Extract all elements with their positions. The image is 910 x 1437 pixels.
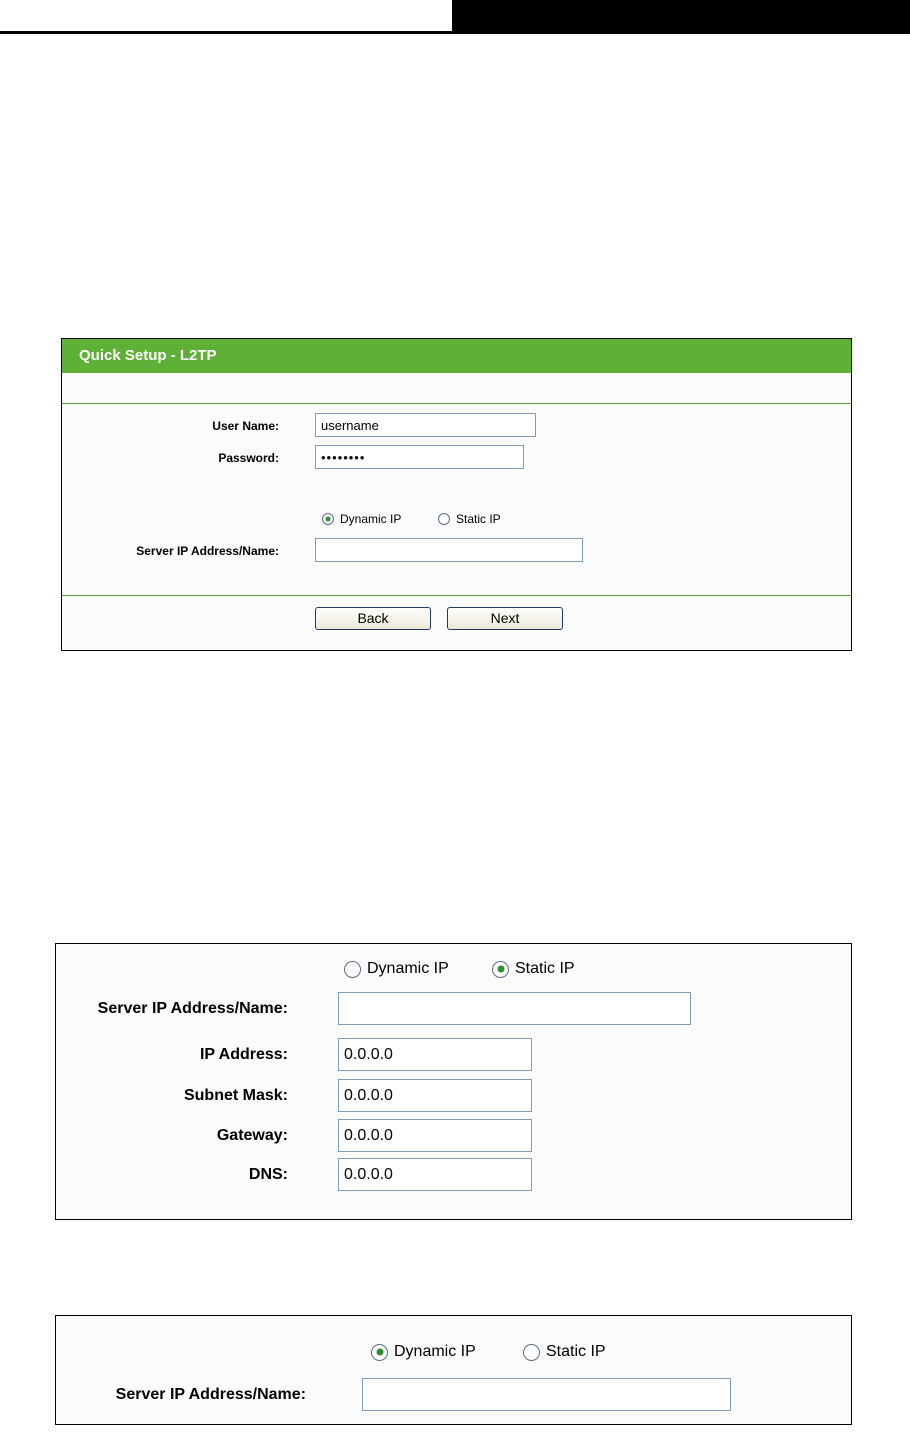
ip-address-field[interactable] <box>338 1038 532 1071</box>
static-ip-label: Static IP <box>456 512 501 526</box>
server-ip-field[interactable] <box>338 992 691 1025</box>
radio-selected-icon <box>322 513 334 525</box>
ip-address-label: IP Address: <box>199 1046 288 1063</box>
dns-label: DNS: <box>248 1166 288 1183</box>
gateway-label: Gateway: <box>216 1127 288 1144</box>
static-ip-label: Static IP <box>546 1343 606 1360</box>
dns-field[interactable] <box>338 1158 532 1191</box>
dynamic-ip-radio[interactable] <box>322 512 401 526</box>
static-ip-radio[interactable] <box>438 512 501 526</box>
dynamic-ip-radio[interactable] <box>371 1343 476 1361</box>
password-field[interactable] <box>315 445 524 469</box>
server-ip-label: Server IP Address/Name: <box>97 1000 288 1017</box>
subnet-mask-label: Subnet Mask: <box>183 1087 288 1104</box>
radio-selected-icon <box>371 1344 388 1361</box>
page-header-rule <box>0 31 452 34</box>
bottom-divider <box>62 595 851 596</box>
radio-unselected-icon <box>344 961 361 978</box>
next-button[interactable]: Next <box>447 607 563 630</box>
static-ip-radio[interactable] <box>523 1343 606 1361</box>
back-button[interactable]: Back <box>315 607 431 630</box>
panel-title: Quick Setup - L2TP <box>62 339 851 373</box>
password-label: Password: <box>218 451 279 465</box>
username-label: User Name: <box>212 419 279 433</box>
dynamic-ip-radio[interactable] <box>344 960 449 978</box>
page-header-block <box>452 0 910 34</box>
username-field[interactable] <box>315 413 536 437</box>
radio-selected-icon <box>492 961 509 978</box>
server-ip-field[interactable] <box>362 1378 731 1411</box>
subnet-mask-field[interactable] <box>338 1079 532 1112</box>
dynamic-ip-label: Dynamic IP <box>394 1343 476 1360</box>
static-ip-radio[interactable] <box>492 960 575 978</box>
quick-setup-l2tp-panel <box>61 338 852 651</box>
server-ip-label: Server IP Address/Name: <box>115 1386 306 1403</box>
static-ip-label: Static IP <box>515 960 575 977</box>
dynamic-ip-label: Dynamic IP <box>367 960 449 977</box>
dynamic-ip-label: Dynamic IP <box>340 512 402 526</box>
radio-unselected-icon <box>438 513 450 525</box>
radio-unselected-icon <box>523 1344 540 1361</box>
dynamic-ip-panel <box>55 1315 852 1425</box>
server-ip-label: Server IP Address/Name: <box>136 544 279 558</box>
top-divider <box>62 403 851 404</box>
static-ip-panel <box>55 943 852 1220</box>
gateway-field[interactable] <box>338 1119 532 1152</box>
server-ip-field[interactable] <box>315 538 583 562</box>
